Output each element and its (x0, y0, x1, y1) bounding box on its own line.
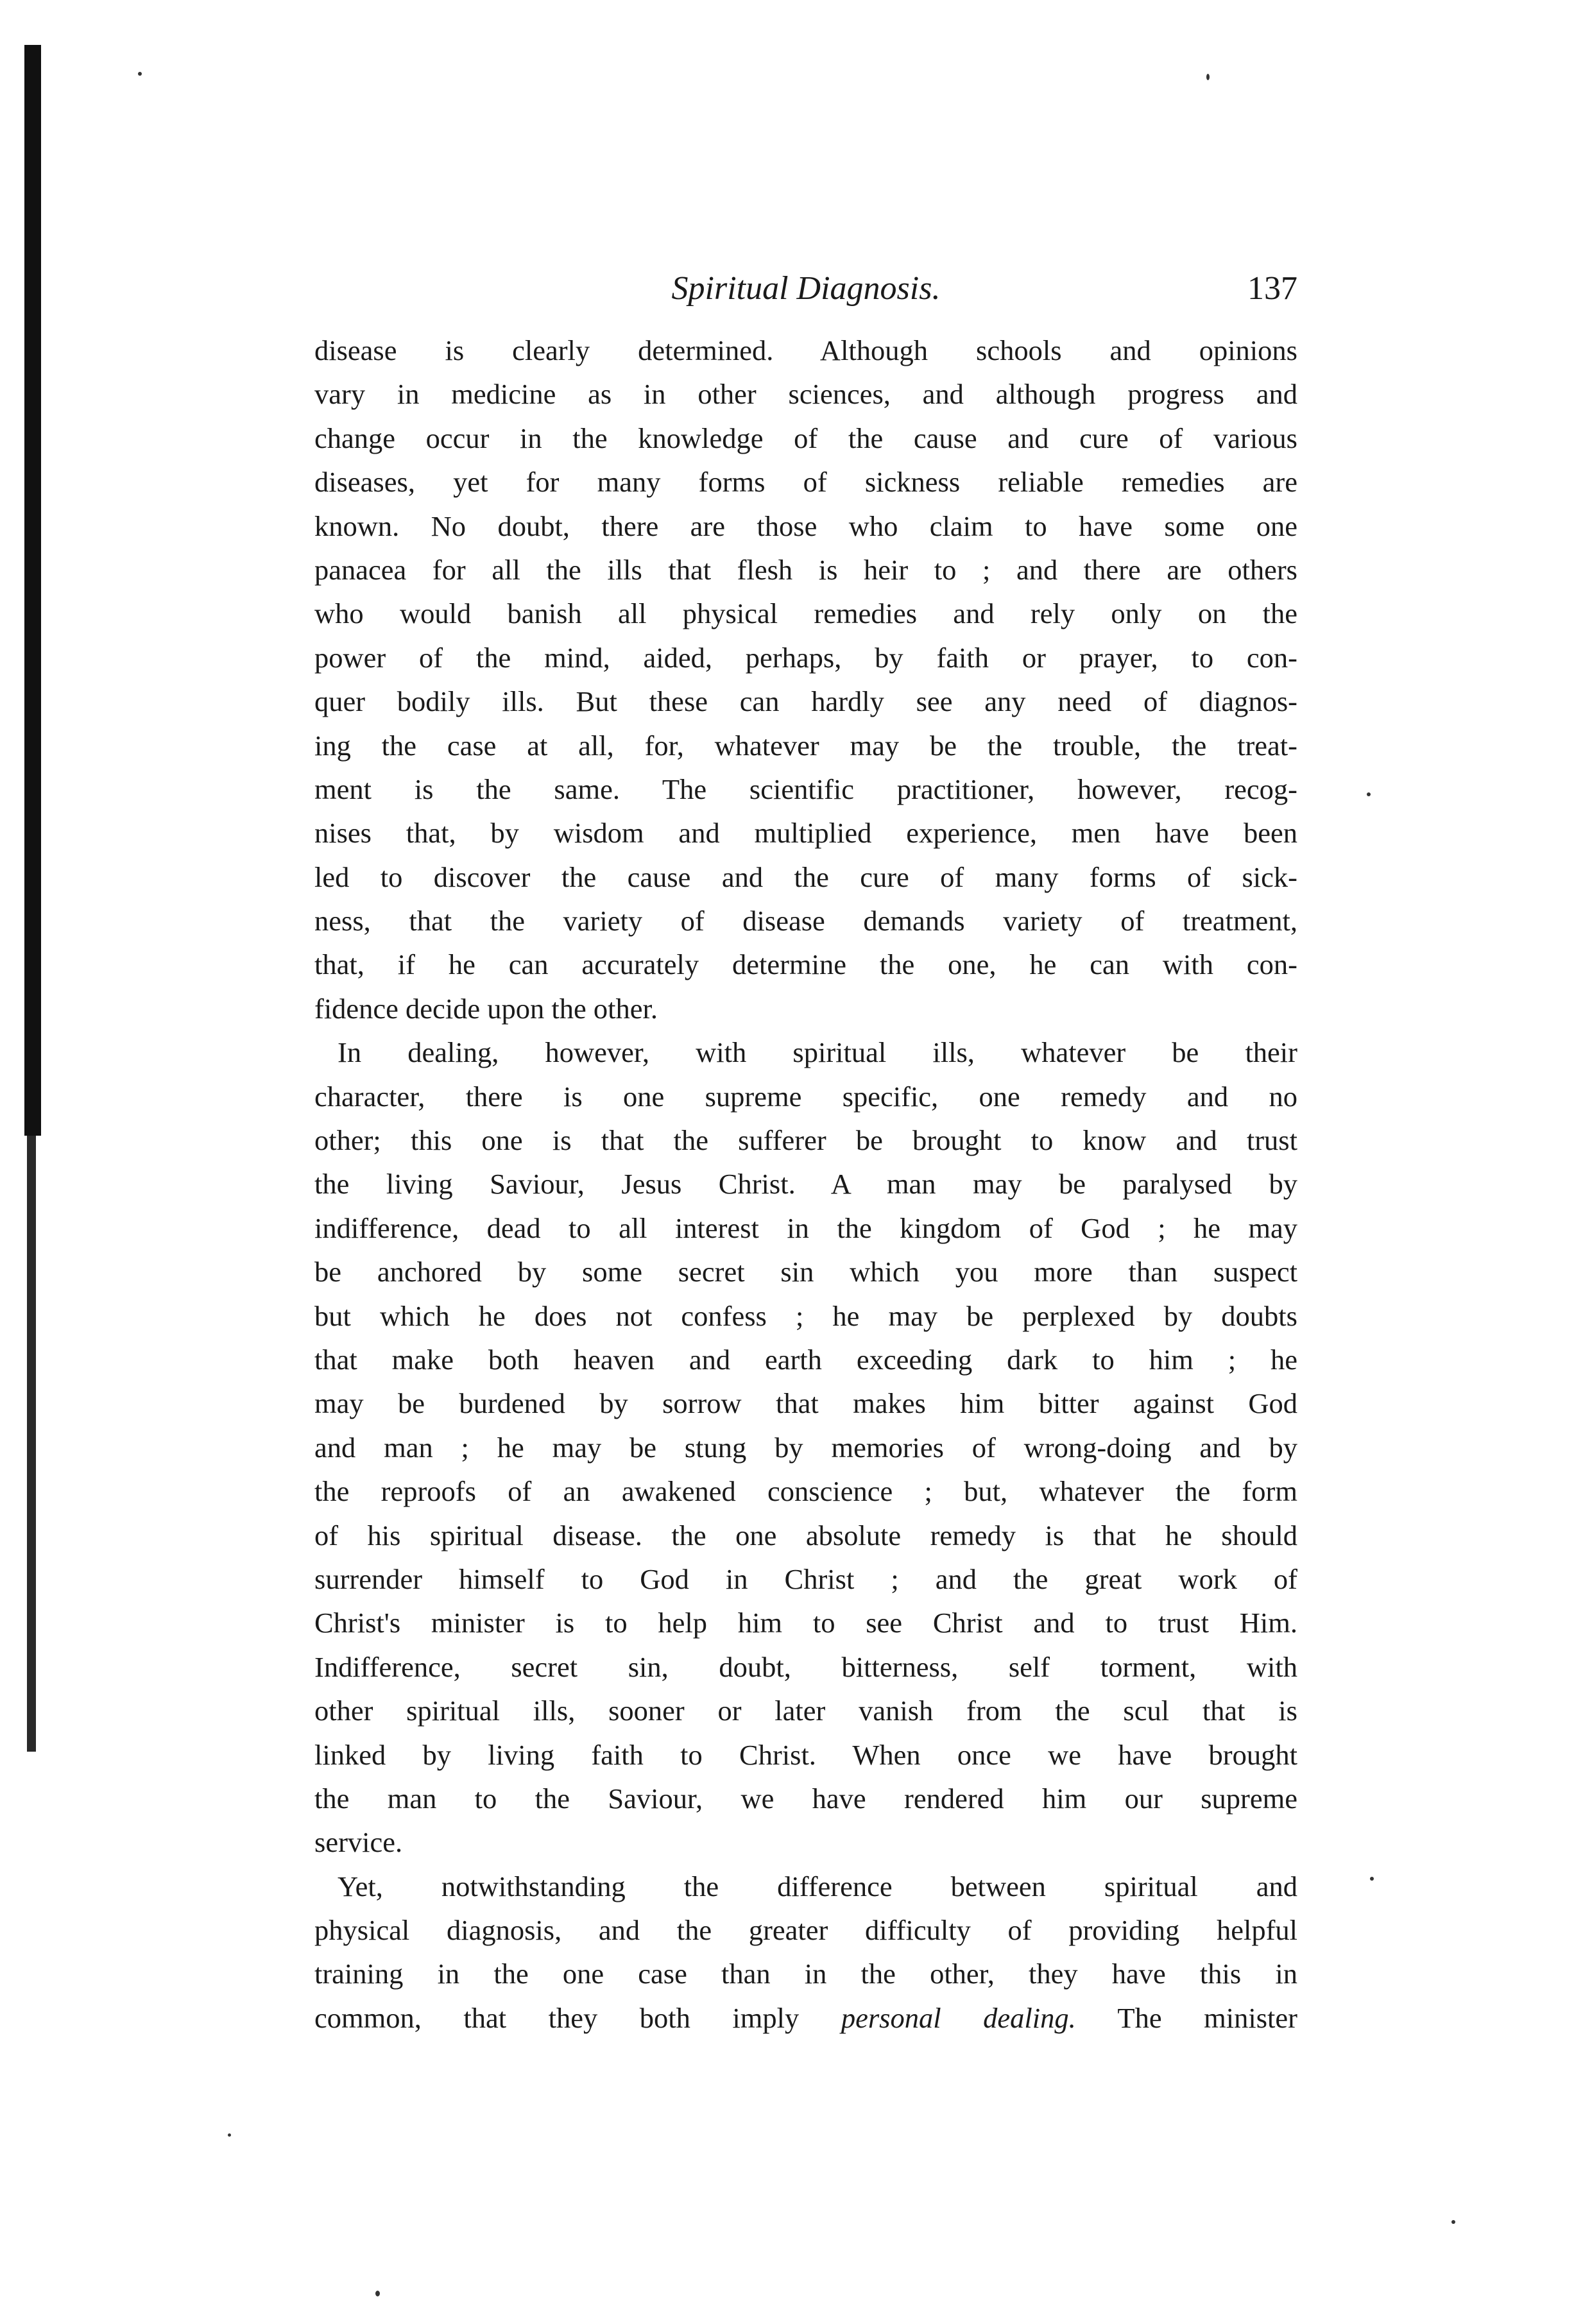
text-line: character, there is one supreme specific, one remedy and no (314, 1080, 1297, 1113)
text-line: quer bodily ills. But these can hardly see any need of diagnos- (314, 685, 1297, 718)
text-line: power of the mind, aided, perhaps, by faith or prayer, to con- (314, 641, 1297, 674)
paragraph (314, 329, 1297, 1030)
scan-speck (1367, 792, 1371, 796)
text-line: who would banish all physical remedies and rely only on the (314, 597, 1297, 630)
text-line: other spiritual ills, sooner or later vanish from the scul that is (314, 1695, 1297, 1727)
text-line: diseases, yet for many forms of sickness reliable remedies are (314, 466, 1297, 499)
paragraph (314, 1865, 1297, 2040)
text-line: fidence decide upon the other. (314, 992, 658, 1025)
scan-speck (1451, 2220, 1455, 2224)
binding-edge-shadow-lower (27, 1136, 36, 1752)
text-line: vary in medicine as in other sciences, and although progress and (314, 378, 1297, 411)
text-line: ment is the same. The scientific practitioner, however, recog- (314, 773, 1297, 805)
text-line: physical diagnosis, and the greater difficulty of providing helpful (314, 1914, 1297, 1947)
text-line: nises that, by wisdom and multiplied experience, men have been (314, 817, 1297, 850)
running-head (314, 263, 1297, 314)
text-line: of his spiritual disease. the one absolute remedy is that he should (314, 1519, 1297, 1551)
text-line: training in the one case than in the other, they have this in (314, 1958, 1297, 1990)
binding-edge-shadow (24, 45, 41, 1136)
running-title: Spiritual Diagnosis. (671, 270, 941, 307)
text-line: change occur in the knowledge of the cause and cure of various (314, 422, 1297, 454)
text-line: Yet, notwithstanding the difference between spiritual and (338, 1870, 1297, 1902)
scan-speck (138, 72, 142, 76)
text-line: Indifference, secret sin, doubt, bitterness, self torment, with (314, 1650, 1297, 1683)
text-line: ness, that the variety of disease demands variety of treatment, (314, 905, 1297, 937)
text-line: led to discover the cause and the cure of many forms of sick- (314, 860, 1297, 893)
scan-speck (1206, 74, 1210, 80)
text-line: Christ's minister is to help him to see Christ and to trust Him. (314, 1607, 1297, 1639)
text-line: In dealing, however, with spiritual ills, whatever be their (338, 1036, 1297, 1069)
scan-speck (375, 2291, 380, 2296)
text-line: may be burdened by sorrow that makes him bitter against God (314, 1387, 1297, 1420)
text-line: the reproofs of an awakened conscience ; but, whatever the form (314, 1475, 1297, 1508)
text-line: that, if he can accurately determine the one, he can with con- (314, 948, 1297, 981)
scan-speck (228, 2133, 231, 2137)
text-line: the man to the Saviour, we have rendered him our supreme (314, 1782, 1297, 1815)
text-line: indifference, dead to all interest in the kingdom of God ; he may (314, 1211, 1297, 1244)
text-line: common, that they both imply personal dealing. The minister (314, 2001, 1297, 2034)
text-line: be anchored by some secret sin which you more than suspect (314, 1256, 1297, 1288)
text-line: ing the case at all, for, whatever may be the trouble, the treat- (314, 729, 1297, 762)
text-line: panacea for all the ills that flesh is heir to ; and there are others (314, 553, 1297, 586)
text-line: disease is clearly determined. Although schools and opinions (314, 334, 1297, 366)
text-line: service. (314, 1826, 403, 1859)
text-line: but which he does not confess ; he may be perplexed by doubts (314, 1299, 1297, 1332)
body-text (314, 329, 1297, 2040)
scan-speck (1370, 1877, 1374, 1881)
text-line: known. No doubt, there are those who claim to have some one (314, 509, 1297, 542)
text-line: and man ; he may be stung by memories of wrong-doing and by (314, 1431, 1297, 1464)
page-number: 137 (1247, 270, 1297, 307)
text-line: linked by living faith to Christ. When once we have brought (314, 1738, 1297, 1771)
text-line: other; this one is that the sufferer be brought to know and trust (314, 1124, 1297, 1157)
text-line: the living Saviour, Jesus Christ. A man may be paralysed by (314, 1168, 1297, 1200)
text-line: that make both heaven and earth exceeding dark to him ; he (314, 1343, 1297, 1376)
paragraph (314, 1030, 1297, 1864)
text-line: surrender himself to God in Christ ; and the great work of (314, 1562, 1297, 1595)
